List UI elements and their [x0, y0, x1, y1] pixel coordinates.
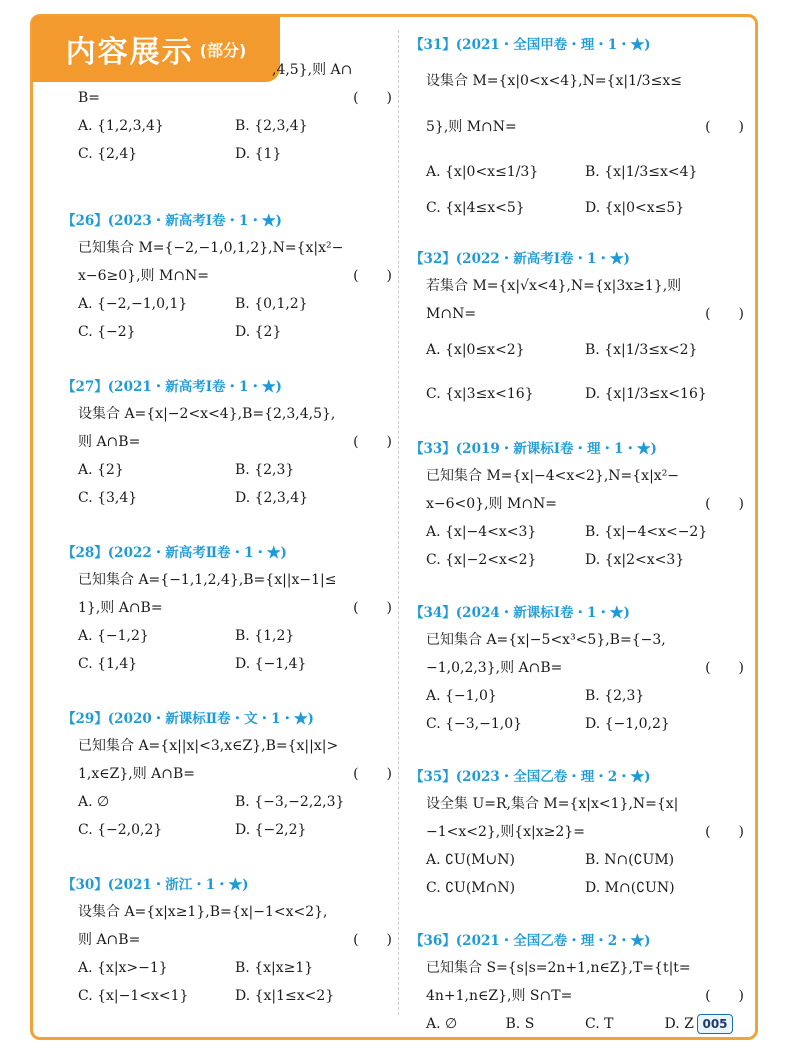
option-d: D. {x|2<x<3}: [585, 552, 685, 568]
question-31: [410, 32, 744, 222]
option-b: B. {2,3,4}: [235, 118, 308, 134]
option-a: A. {x|x>−1}: [78, 960, 168, 976]
question-header: 【29】(2020・新课标Ⅱ卷・文・1・★): [62, 711, 314, 727]
question-stem-line: 若集合 M={x|√x<4},N={x|3x≥1},则: [426, 278, 682, 294]
question-stem-line: −1<x<2},则{x|x≥2}=: [426, 824, 585, 840]
left-column: [62, 56, 392, 1010]
option-a: A. {1,2,3,4}: [78, 118, 164, 134]
question-stem-line: x−6<0},则 M∩N=: [426, 496, 558, 512]
question-stem-line: 设集合 M={x|0<x<4},N={x|1/3≤x≤: [426, 73, 682, 89]
question-35: [410, 764, 744, 902]
answer-paren: ( ): [705, 988, 744, 1004]
question-stem-line: 已知集合 M={−2,−1,0,1,2},N={x|x²−: [78, 240, 344, 256]
question-stem-line: B=: [78, 90, 101, 106]
option-b: B. {2,3}: [235, 462, 295, 478]
question-stem-line: M∩N=: [426, 306, 477, 322]
answer-paren: ( ): [705, 660, 744, 676]
option-c: C. ∁U(M∩N): [426, 880, 516, 896]
answer-paren: ( ): [353, 600, 392, 616]
question-30: [62, 872, 392, 1010]
option-b: B. {2,3}: [585, 688, 645, 704]
answer-paren: ( ): [705, 119, 744, 135]
option-a: A. {x|0≤x<2}: [426, 342, 525, 358]
question-header: 【31】(2021・全国甲卷・理・1・★): [410, 37, 651, 53]
question-stem-line: 已知集合 M={x|−4<x<2},N={x|x²−: [426, 468, 680, 484]
option-a: A. {−1,0}: [426, 688, 497, 704]
option-d: D. {x|0<x≤5}: [585, 200, 685, 216]
option-a: A. ∅: [426, 1016, 458, 1032]
option-d: D. M∩(∁UN): [585, 880, 675, 896]
option-c: C. {−2,0,2}: [78, 822, 163, 838]
banner-title: 内容展示: [65, 35, 194, 70]
banner-subtitle: (部分): [199, 40, 247, 60]
question-header: 【34】(2024・新课标Ⅰ卷・1・★): [410, 605, 630, 621]
option-a: A. {2}: [78, 462, 124, 478]
question-stem-line: −1,0,2,3},则 A∩B=: [426, 660, 563, 676]
option-c: C. {x|3≤x<16}: [426, 386, 534, 402]
option-a: A. {−2,−1,0,1}: [78, 296, 188, 312]
option-c: C. {−2}: [78, 324, 136, 340]
question-stem-line: 设全集 U=R,集合 M={x|x<1},N={x|: [426, 796, 679, 812]
answer-paren: ( ): [705, 306, 744, 322]
option-c: C. {x|4≤x<5}: [426, 200, 525, 216]
option-a: A. {x|0<x≤1/3}: [426, 164, 539, 180]
option-d: D. {−2,2}: [235, 822, 307, 838]
option-c: C. {2,4}: [78, 146, 138, 162]
answer-paren: ( ): [705, 496, 744, 512]
option-c: C. {−3,−1,0}: [426, 716, 523, 732]
option-b: B. {x|−4<x<−2}: [585, 524, 708, 540]
option-c: C. {3,4}: [78, 490, 138, 506]
option-d: D. {x|1≤x<2}: [235, 988, 335, 1004]
question-stem-line: 4n+1,n∈Z},则 S∩T=: [426, 988, 573, 1004]
question-stem-line: 已知集合 A={x||x|<3,x∈Z},B={x||x|>: [78, 738, 339, 754]
question-header: 【28】(2022・新高考Ⅱ卷・1・★): [62, 545, 287, 561]
column-divider: [398, 30, 399, 1015]
option-a: A. ∁U(M∪N): [426, 852, 515, 868]
question-header: 【32】(2022・新高考Ⅰ卷・1・★): [410, 251, 630, 267]
question-stem-line: 设集合 A={x|x≥1},B={x|−1<x<2},: [78, 904, 328, 920]
option-b: B. N∩(∁UM): [585, 852, 675, 868]
option-c: C. T: [585, 1016, 614, 1032]
question-header: 【27】(2021・新高考Ⅰ卷・1・★): [62, 379, 282, 395]
option-d: D. Z: [664, 1016, 694, 1032]
question-29: [62, 706, 392, 844]
answer-paren: ( ): [705, 824, 744, 840]
answer-paren: ( ): [353, 90, 392, 106]
option-b: B. {x|1/3≤x<2}: [585, 342, 698, 358]
page-number: 005: [697, 1014, 733, 1034]
option-b: B. S: [505, 1016, 535, 1032]
question-33: [410, 436, 744, 574]
question-34: [410, 600, 744, 738]
option-d: D. {1}: [235, 146, 282, 162]
question-stem-line: 已知集合 A={x|−5<x³<5},B={−3,: [426, 632, 666, 648]
question-stem-line: 则 A∩B=: [78, 434, 141, 450]
question-32: [410, 246, 744, 416]
option-a: A. ∅: [78, 794, 110, 810]
question-stem-line: ,4,5},则 A∩: [272, 62, 353, 78]
answer-paren: ( ): [353, 434, 392, 450]
option-c: C. {1,4}: [78, 656, 138, 672]
option-b: B. {x|1/3≤x<4}: [585, 164, 698, 180]
option-d: D. {x|1/3≤x<16}: [585, 386, 707, 402]
option-a: A. {−1,2}: [78, 628, 149, 644]
option-b: B. {x|x≥1}: [235, 960, 314, 976]
question-header: 【36】(2021・全国乙卷・理・2・★): [410, 933, 651, 949]
option-d: D. {−1,4}: [235, 656, 307, 672]
question-stem-line: x−6≥0},则 M∩N=: [78, 268, 210, 284]
question-stem-line: 1},则 A∩B=: [78, 600, 163, 616]
option-b: B. {−3,−2,2,3}: [235, 794, 345, 810]
option-d: D. {2}: [235, 324, 282, 340]
question-stem-line: 设集合 A={x|−2<x<4},B={2,3,4,5},: [78, 406, 336, 422]
question-25: [62, 56, 392, 168]
question-28: [62, 540, 392, 678]
question-header: 【26】(2023・新高考Ⅰ卷・1・★): [62, 213, 282, 229]
option-d: D. {−1,0,2}: [585, 716, 670, 732]
option-a: A. {x|−4<x<3}: [426, 524, 537, 540]
question-header: 【33】(2019・新课标Ⅰ卷・理・1・★): [410, 441, 657, 457]
question-stem-line: 5},则 M∩N=: [426, 119, 517, 135]
question-header: 【35】(2023・全国乙卷・理・2・★): [410, 769, 651, 785]
question-stem-line: 则 A∩B=: [78, 932, 141, 948]
answer-paren: ( ): [353, 268, 392, 284]
question-27: [62, 374, 392, 512]
answer-paren: ( ): [353, 932, 392, 948]
right-column: [410, 32, 744, 1038]
option-b: B. {0,1,2}: [235, 296, 308, 312]
question-36: [410, 928, 744, 1038]
option-c: C. {x|−1<x<1}: [78, 988, 189, 1004]
option-d: D. {2,3,4}: [235, 490, 309, 506]
option-c: C. {x|−2<x<2}: [426, 552, 537, 568]
answer-paren: ( ): [353, 766, 392, 782]
question-26: [62, 208, 392, 346]
question-stem-line: 1,x∈Z},则 A∩B=: [78, 766, 196, 782]
question-stem-line: 已知集合 S={s|s=2n+1,n∈Z},T={t|t=: [426, 960, 691, 976]
question-header: 【30】(2021・浙江・1・★): [62, 877, 249, 893]
question-stem-line: 已知集合 A={−1,1,2,4},B={x||x−1|≤: [78, 572, 337, 588]
option-b: B. {1,2}: [235, 628, 295, 644]
